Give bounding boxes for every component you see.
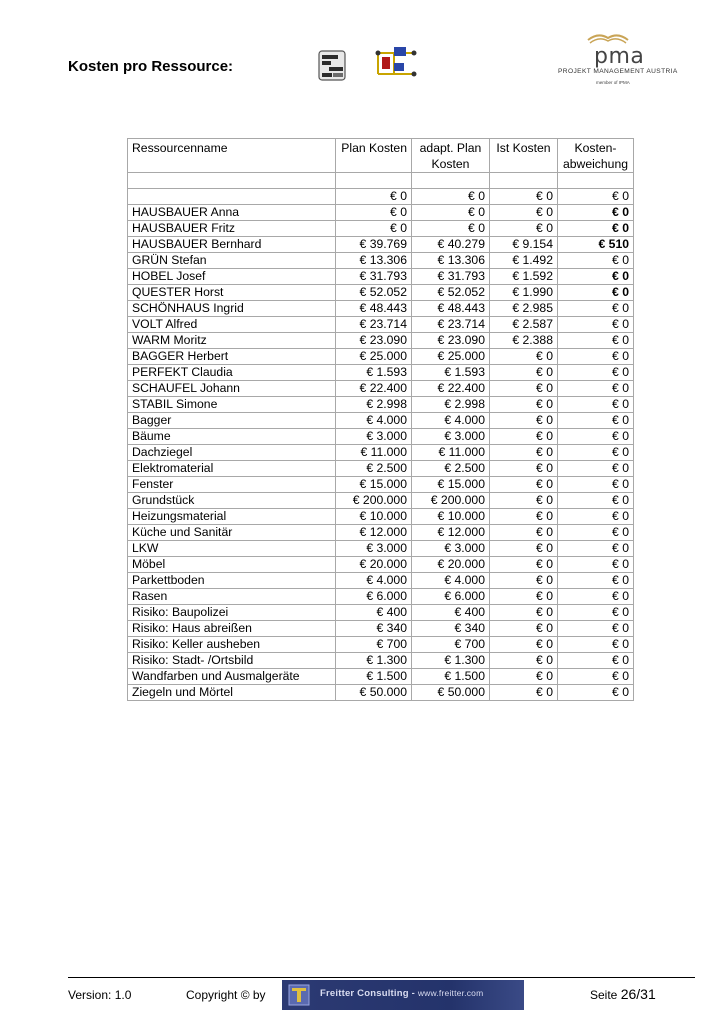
plan-cost-cell: € 6.000	[336, 589, 412, 605]
table-row	[128, 509, 634, 525]
table-row	[128, 557, 634, 573]
table-row	[128, 605, 634, 621]
cost-variance-cell: € 0	[558, 557, 634, 573]
header-cost-variance	[558, 139, 634, 173]
footer-page-label: Seite	[590, 988, 618, 1002]
table-row	[128, 221, 634, 237]
header-variance-line2: abweichung	[562, 157, 629, 171]
table-row	[128, 653, 634, 669]
actual-cost-cell: € 0	[490, 189, 558, 205]
cost-variance-cell: € 510	[558, 237, 634, 253]
resource-name-cell: PERFEKT Claudia	[128, 365, 336, 381]
header-adapted-line2: Kosten	[431, 157, 470, 171]
cost-variance-cell: € 0	[558, 189, 634, 205]
adapted-plan-cost-cell: € 4.000	[412, 413, 490, 429]
cost-variance-cell: € 0	[558, 221, 634, 237]
cost-variance-cell: € 0	[558, 445, 634, 461]
adapted-plan-cost-cell: € 0	[412, 221, 490, 237]
resource-name-cell: HAUSBAUER Fritz	[128, 221, 336, 237]
table-row	[128, 205, 634, 221]
actual-cost-cell: € 0	[490, 685, 558, 701]
plan-cost-cell: € 20.000	[336, 557, 412, 573]
spacer-cell	[412, 173, 490, 189]
cost-variance-cell: € 0	[558, 509, 634, 525]
table-row	[128, 477, 634, 493]
resource-name-cell: WARM Moritz	[128, 333, 336, 349]
adapted-plan-cost-cell: € 0	[412, 205, 490, 221]
table-row	[128, 317, 634, 333]
actual-cost-cell: € 9.154	[490, 237, 558, 253]
actual-cost-cell: € 0	[490, 365, 558, 381]
table-row	[128, 637, 634, 653]
footer-banner-company: Freitter Consulting	[320, 988, 409, 999]
footer-page-number	[590, 986, 656, 1002]
table-row	[128, 461, 634, 477]
adapted-plan-cost-cell: € 10.000	[412, 509, 490, 525]
cost-variance-cell: € 0	[558, 669, 634, 685]
plan-cost-cell: € 4.000	[336, 413, 412, 429]
plan-cost-cell: € 48.443	[336, 301, 412, 317]
plan-cost-cell: € 2.500	[336, 461, 412, 477]
resource-name-cell: VOLT Alfred	[128, 317, 336, 333]
footer-company-banner	[282, 980, 524, 1010]
plan-cost-cell: € 1.593	[336, 365, 412, 381]
pma-logo-word: pma	[594, 44, 645, 69]
plan-cost-cell: € 0	[336, 189, 412, 205]
actual-cost-cell: € 0	[490, 589, 558, 605]
resource-name-cell: Bagger	[128, 413, 336, 429]
actual-cost-cell: € 0	[490, 653, 558, 669]
actual-cost-cell: € 0	[490, 637, 558, 653]
adapted-plan-cost-cell: € 40.279	[412, 237, 490, 253]
actual-cost-cell: € 1.592	[490, 269, 558, 285]
plan-cost-cell: € 340	[336, 621, 412, 637]
adapted-plan-cost-cell: € 700	[412, 637, 490, 653]
plan-cost-cell: € 13.306	[336, 253, 412, 269]
plan-cost-cell: € 23.714	[336, 317, 412, 333]
adapted-plan-cost-cell: € 400	[412, 605, 490, 621]
plan-cost-cell: € 23.090	[336, 333, 412, 349]
table-row	[128, 285, 634, 301]
page-title: Kosten pro Ressource:	[68, 58, 234, 75]
plan-cost-cell: € 12.000	[336, 525, 412, 541]
table-row	[128, 397, 634, 413]
table-row	[128, 525, 634, 541]
table-row	[128, 269, 634, 285]
table-row	[128, 333, 634, 349]
actual-cost-cell: € 0	[490, 493, 558, 509]
plan-cost-cell: € 10.000	[336, 509, 412, 525]
actual-cost-cell: € 0	[490, 349, 558, 365]
table-row	[128, 541, 634, 557]
actual-cost-cell: € 0	[490, 669, 558, 685]
plan-cost-cell: € 1.300	[336, 653, 412, 669]
resource-name-cell: Heizungsmaterial	[128, 509, 336, 525]
table-row	[128, 493, 634, 509]
plan-cost-cell: € 39.769	[336, 237, 412, 253]
plan-cost-cell: € 0	[336, 221, 412, 237]
resource-name-cell: Risiko: Keller ausheben	[128, 637, 336, 653]
actual-cost-cell: € 0	[490, 461, 558, 477]
resource-name-cell: QUESTER Horst	[128, 285, 336, 301]
plan-cost-cell: € 22.400	[336, 381, 412, 397]
cost-variance-cell: € 0	[558, 349, 634, 365]
plan-cost-cell: € 200.000	[336, 493, 412, 509]
spacer-cell	[490, 173, 558, 189]
pma-logo	[556, 30, 678, 94]
cost-variance-cell: € 0	[558, 685, 634, 701]
cost-variance-cell: € 0	[558, 381, 634, 397]
cost-variance-cell: € 0	[558, 477, 634, 493]
plan-cost-cell: € 52.052	[336, 285, 412, 301]
pma-logo-subtitle: PROJEKT MANAGEMENT AUSTRIA	[558, 68, 678, 75]
table-row	[128, 445, 634, 461]
plan-cost-cell: € 3.000	[336, 541, 412, 557]
table-row	[128, 253, 634, 269]
resource-name-cell: Grundstück	[128, 493, 336, 509]
footer-copyright: Copyright © by	[186, 988, 266, 1002]
cost-variance-cell: € 0	[558, 605, 634, 621]
resource-cost-table	[127, 138, 634, 701]
cost-variance-cell: € 0	[558, 269, 634, 285]
footer-banner-separator: -	[408, 988, 418, 999]
table-row	[128, 573, 634, 589]
actual-cost-cell: € 1.990	[490, 285, 558, 301]
table-row	[128, 381, 634, 397]
cost-variance-cell: € 0	[558, 461, 634, 477]
actual-cost-cell: € 0	[490, 557, 558, 573]
plan-cost-cell: € 4.000	[336, 573, 412, 589]
cost-variance-cell: € 0	[558, 429, 634, 445]
adapted-plan-cost-cell: € 3.000	[412, 541, 490, 557]
actual-cost-cell: € 0	[490, 205, 558, 221]
cost-variance-cell: € 0	[558, 621, 634, 637]
adapted-plan-cost-cell: € 31.793	[412, 269, 490, 285]
adapted-plan-cost-cell: € 15.000	[412, 477, 490, 493]
plan-cost-cell: € 0	[336, 205, 412, 221]
table-row	[128, 365, 634, 381]
cost-variance-cell: € 0	[558, 317, 634, 333]
adapted-plan-cost-cell: € 6.000	[412, 589, 490, 605]
plan-cost-cell: € 400	[336, 605, 412, 621]
adapted-plan-cost-cell: € 0	[412, 189, 490, 205]
resource-name-cell: SCHAUFEL Johann	[128, 381, 336, 397]
table-body	[128, 173, 634, 701]
plan-cost-cell: € 50.000	[336, 685, 412, 701]
adapted-plan-cost-cell: € 50.000	[412, 685, 490, 701]
actual-cost-cell: € 2.985	[490, 301, 558, 317]
plan-cost-cell: € 15.000	[336, 477, 412, 493]
cost-variance-cell: € 0	[558, 333, 634, 349]
plan-cost-cell: € 1.500	[336, 669, 412, 685]
resource-name-cell: HAUSBAUER Bernhard	[128, 237, 336, 253]
adapted-plan-cost-cell: € 13.306	[412, 253, 490, 269]
actual-cost-cell: € 0	[490, 445, 558, 461]
cost-variance-cell: € 0	[558, 589, 634, 605]
resource-name-cell: SCHÖNHAUS Ingrid	[128, 301, 336, 317]
resource-name-cell: Fenster	[128, 477, 336, 493]
adapted-plan-cost-cell: € 3.000	[412, 429, 490, 445]
adapted-plan-cost-cell: € 4.000	[412, 573, 490, 589]
adapted-plan-cost-cell: € 52.052	[412, 285, 490, 301]
cost-variance-cell: € 0	[558, 525, 634, 541]
actual-cost-cell: € 0	[490, 221, 558, 237]
table-row	[128, 669, 634, 685]
header-variance-line1: Kosten-	[574, 141, 617, 155]
cost-variance-cell: € 0	[558, 637, 634, 653]
network-diagram-icon	[372, 44, 418, 80]
actual-cost-cell: € 0	[490, 541, 558, 557]
company-logo-icon	[288, 984, 310, 1006]
adapted-plan-cost-cell: € 12.000	[412, 525, 490, 541]
spacer-cell	[558, 173, 634, 189]
table-row	[128, 429, 634, 445]
footer-page-value: 26/31	[620, 986, 656, 1002]
header-actual-cost: Ist Kosten	[490, 139, 558, 173]
adapted-plan-cost-cell: € 23.714	[412, 317, 490, 333]
adapted-plan-cost-cell: € 2.998	[412, 397, 490, 413]
resource-name-cell: Wandfarben und Ausmalgeräte	[128, 669, 336, 685]
actual-cost-cell: € 0	[490, 381, 558, 397]
header-adapted-line1: adapt. Plan	[419, 141, 482, 155]
actual-cost-cell: € 2.388	[490, 333, 558, 349]
resource-name-cell: Bäume	[128, 429, 336, 445]
footer-banner-url: www.freitter.com	[417, 988, 484, 998]
resource-name-cell: Elektromaterial	[128, 461, 336, 477]
resource-name-cell: HAUSBAUER Anna	[128, 205, 336, 221]
table-row	[128, 621, 634, 637]
spacer-cell	[336, 173, 412, 189]
resource-name-cell: Küche und Sanitär	[128, 525, 336, 541]
cost-variance-cell: € 0	[558, 493, 634, 509]
adapted-plan-cost-cell: € 340	[412, 621, 490, 637]
actual-cost-cell: € 0	[490, 397, 558, 413]
adapted-plan-cost-cell: € 22.400	[412, 381, 490, 397]
table-row	[128, 349, 634, 365]
cost-variance-cell: € 0	[558, 301, 634, 317]
plan-cost-cell: € 31.793	[336, 269, 412, 285]
table-row	[128, 685, 634, 701]
actual-cost-cell: € 0	[490, 413, 558, 429]
cost-variance-cell: € 0	[558, 413, 634, 429]
resource-name-cell: Ziegeln und Mörtel	[128, 685, 336, 701]
header-resource-name: Ressourcenname	[128, 139, 336, 173]
footer-version: Version: 1.0	[68, 988, 132, 1002]
adapted-plan-cost-cell: € 2.500	[412, 461, 490, 477]
plan-cost-cell: € 11.000	[336, 445, 412, 461]
table-row	[128, 589, 634, 605]
adapted-plan-cost-cell: € 1.300	[412, 653, 490, 669]
resource-name-cell: BAGGER Herbert	[128, 349, 336, 365]
cost-variance-cell: € 0	[558, 285, 634, 301]
resource-name-cell: Parkettboden	[128, 573, 336, 589]
footer-banner-text	[320, 988, 483, 999]
resource-name-cell: Rasen	[128, 589, 336, 605]
cost-variance-cell: € 0	[558, 653, 634, 669]
resource-name-cell: GRÜN Stefan	[128, 253, 336, 269]
cost-variance-cell: € 0	[558, 397, 634, 413]
table-row	[128, 189, 634, 205]
table-row	[128, 301, 634, 317]
adapted-plan-cost-cell: € 23.090	[412, 333, 490, 349]
resource-name-cell: Möbel	[128, 557, 336, 573]
header-adapted-plan-cost	[412, 139, 490, 173]
table-row	[128, 413, 634, 429]
adapted-plan-cost-cell: € 1.500	[412, 669, 490, 685]
actual-cost-cell: € 0	[490, 573, 558, 589]
spacer-cell	[128, 173, 336, 189]
actual-cost-cell: € 0	[490, 477, 558, 493]
resource-name-cell: Dachziegel	[128, 445, 336, 461]
actual-cost-cell: € 0	[490, 621, 558, 637]
cost-variance-cell: € 0	[558, 541, 634, 557]
resource-name-cell: Risiko: Haus abreißen	[128, 621, 336, 637]
resource-name-cell: Risiko: Stadt- /Ortsbild	[128, 653, 336, 669]
actual-cost-cell: € 0	[490, 509, 558, 525]
resource-name-cell	[128, 189, 336, 205]
footer-divider	[68, 977, 695, 978]
adapted-plan-cost-cell: € 200.000	[412, 493, 490, 509]
actual-cost-cell: € 0	[490, 605, 558, 621]
adapted-plan-cost-cell: € 20.000	[412, 557, 490, 573]
plan-cost-cell: € 3.000	[336, 429, 412, 445]
header-plan-cost: Plan Kosten	[336, 139, 412, 173]
table-header-row	[128, 139, 634, 173]
adapted-plan-cost-cell: € 1.593	[412, 365, 490, 381]
adapted-plan-cost-cell: € 25.000	[412, 349, 490, 365]
plan-cost-cell: € 2.998	[336, 397, 412, 413]
adapted-plan-cost-cell: € 11.000	[412, 445, 490, 461]
actual-cost-cell: € 0	[490, 429, 558, 445]
cost-variance-cell: € 0	[558, 253, 634, 269]
resource-name-cell: Risiko: Baupolizei	[128, 605, 336, 621]
table-row	[128, 237, 634, 253]
cost-variance-cell: € 0	[558, 205, 634, 221]
gantt-chart-icon	[318, 50, 348, 82]
resource-name-cell: LKW	[128, 541, 336, 557]
adapted-plan-cost-cell: € 48.443	[412, 301, 490, 317]
resource-name-cell: STABIL Simone	[128, 397, 336, 413]
pma-logo-member: member of IPMA	[596, 80, 630, 85]
cost-variance-cell: € 0	[558, 573, 634, 589]
actual-cost-cell: € 1.492	[490, 253, 558, 269]
plan-cost-cell: € 700	[336, 637, 412, 653]
resource-name-cell: HOBEL Josef	[128, 269, 336, 285]
table-spacer-row	[128, 173, 634, 189]
actual-cost-cell: € 0	[490, 525, 558, 541]
cost-variance-cell: € 0	[558, 365, 634, 381]
plan-cost-cell: € 25.000	[336, 349, 412, 365]
actual-cost-cell: € 2.587	[490, 317, 558, 333]
